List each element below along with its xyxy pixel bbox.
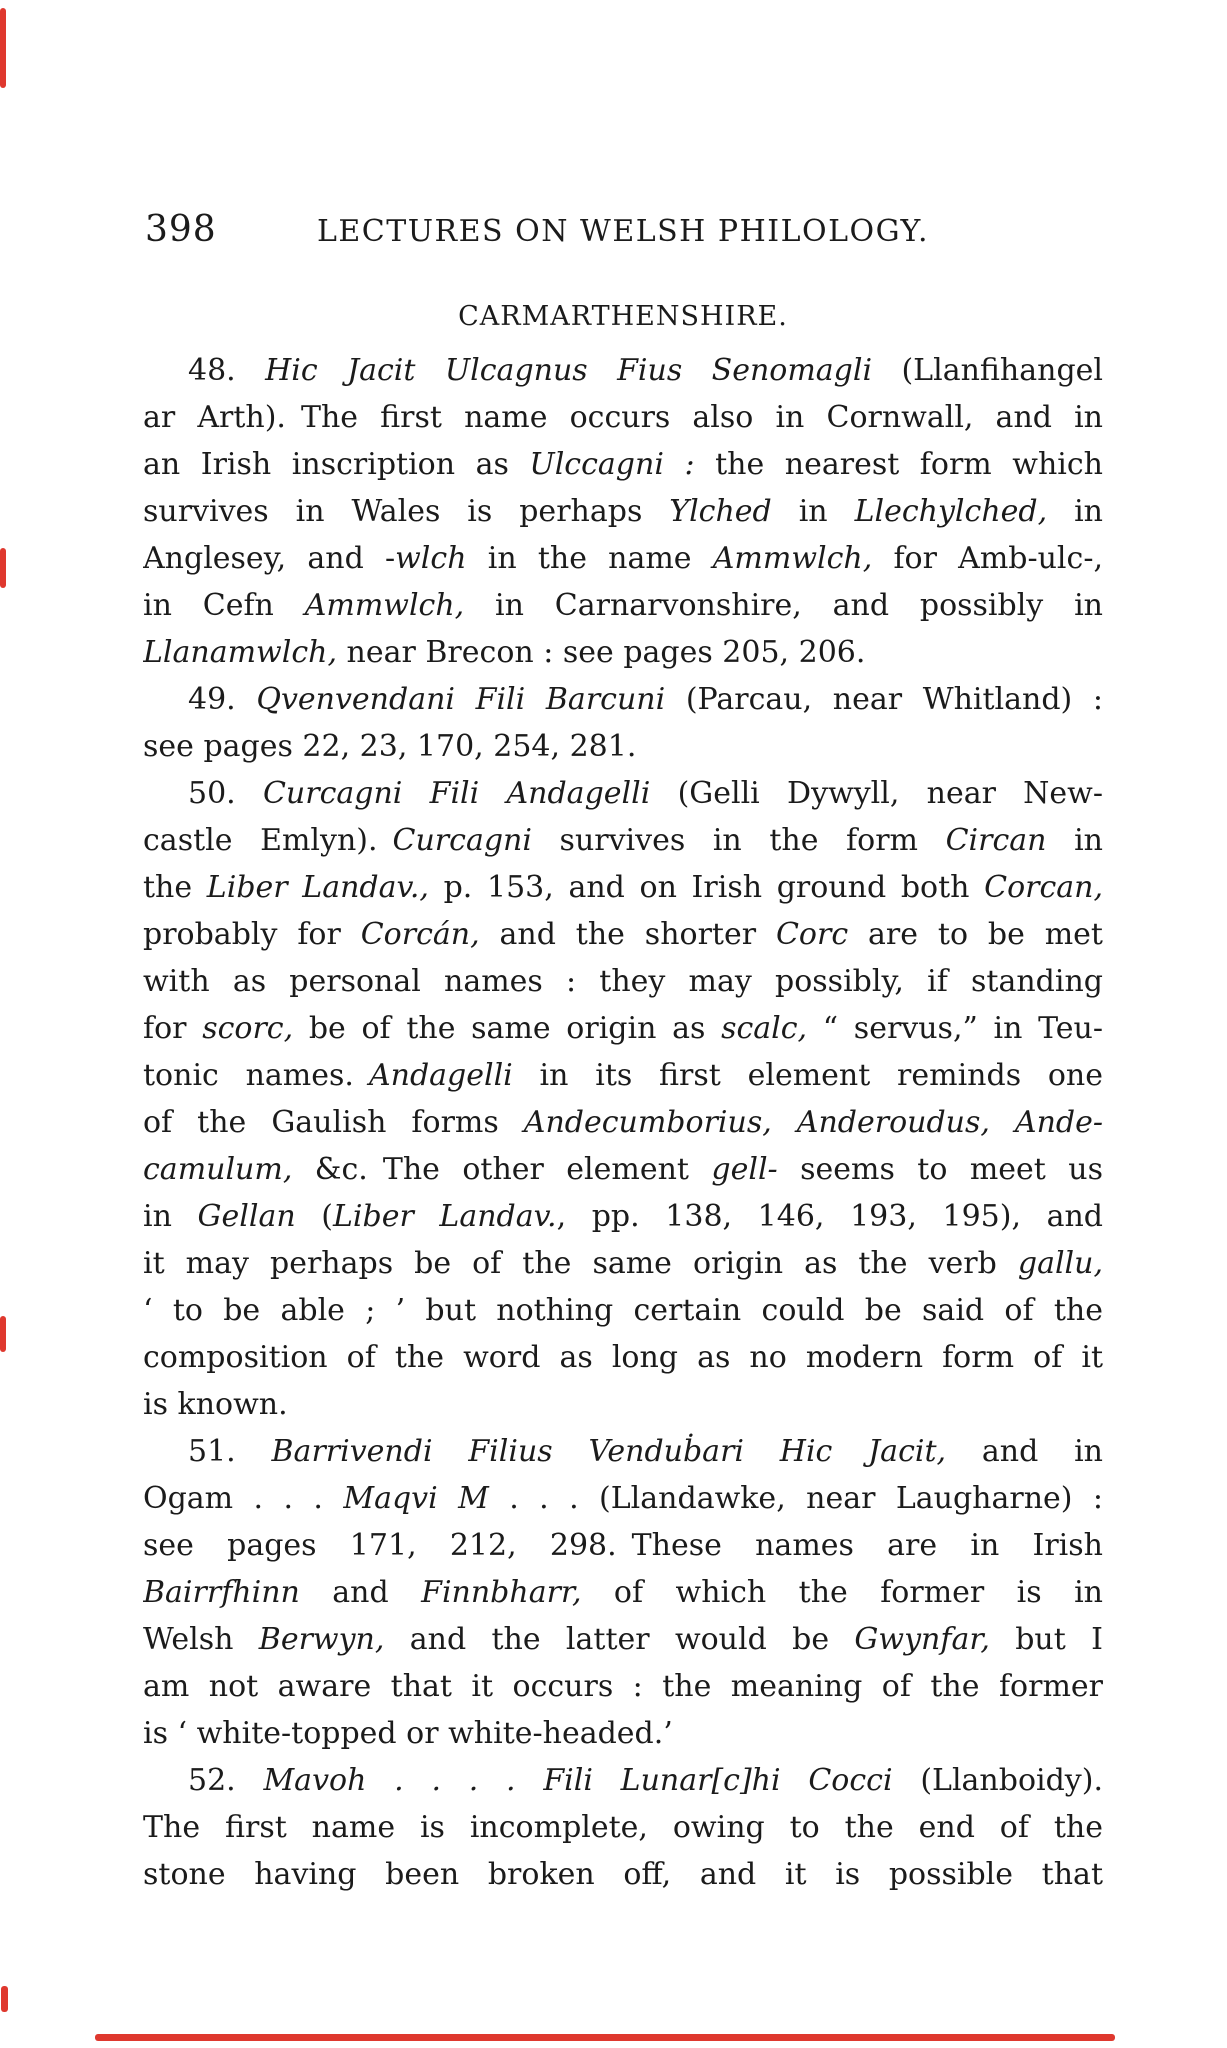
roman-text: are to be met: [848, 917, 1103, 952]
text-line: [143, 676, 1103, 723]
roman-text: 50.: [188, 776, 263, 811]
italic-text: Berwyn,: [258, 1622, 385, 1657]
roman-text: survives in the form: [531, 823, 946, 858]
text-line: [143, 1334, 1103, 1381]
text-line: [143, 1804, 1103, 1851]
roman-text: be of the same origin as: [293, 1011, 722, 1046]
italic-text: Corc: [775, 917, 849, 952]
text-line: [143, 1005, 1103, 1052]
text-line: [143, 1381, 1103, 1428]
italic-text: Andecumborius, Anderoudus, Ande-: [523, 1105, 1103, 1140]
red-scan-mark: [0, 8, 6, 88]
body-text: [143, 347, 1103, 1898]
italic-text: Ammwlch,: [712, 541, 873, 576]
roman-text: with as personal names : they may possibly, if standing: [143, 964, 1103, 999]
italic-text: Liber Landav.,: [206, 870, 429, 905]
roman-text: 52.: [188, 1763, 264, 1798]
roman-text: stone having been broken off, and it is possible that: [143, 1857, 1103, 1892]
italic-text: Llanamwlch,: [143, 635, 337, 670]
italic-text: wlch: [395, 541, 467, 576]
roman-text: composition of the word as long as no modern form of it: [143, 1340, 1103, 1375]
italic-text: scalc,: [721, 1011, 808, 1046]
italic-text: Corcan,: [984, 870, 1103, 905]
italic-text: Llechylched,: [854, 494, 1048, 529]
roman-text: for Amb-ulc-,: [872, 541, 1103, 576]
italic-text: Curcagni: [392, 823, 532, 858]
italic-text: camulum,: [143, 1152, 293, 1187]
roman-text: in Cefn: [143, 588, 305, 623]
italic-text: Finnbharr,: [421, 1575, 582, 1610]
roman-text: it may perhaps be of the same origin as the verb: [143, 1246, 1018, 1281]
roman-text: but I: [989, 1622, 1103, 1657]
roman-text: (Parcau, near Whitland) :: [665, 682, 1103, 717]
italic-text: Liber Landav.: [332, 1199, 557, 1234]
running-title: LECTURES ON WELSH PHILOLOGY.: [316, 214, 930, 249]
roman-text: probably for: [143, 917, 361, 952]
roman-text: tonic names.: [143, 1058, 369, 1093]
roman-text: in the name: [466, 541, 713, 576]
italic-text: Maqvi M: [343, 1481, 489, 1516]
text-line: [143, 958, 1103, 1005]
italic-text: Mavoh . . . . Fili Lunar[c]hi Cocci: [263, 1763, 893, 1798]
italic-text: Barrivendi Filius Venduḃari Hic Jacit,: [271, 1434, 947, 1469]
roman-text: the: [143, 870, 207, 905]
roman-text: am not aware that it occurs : the meaning of the former: [143, 1669, 1103, 1704]
roman-text: and: [299, 1575, 422, 1610]
roman-text: seems to meet us: [777, 1152, 1103, 1187]
italic-text: Ylched: [669, 494, 772, 529]
roman-text: an Irish inscription as: [143, 447, 530, 482]
text-line: [143, 1851, 1103, 1898]
roman-text: is ‘ white-topped or white-headed.’: [143, 1716, 673, 1751]
roman-text: see pages 171, 212, 298. These names are in Irish: [143, 1528, 1103, 1563]
roman-text: (Llanfihangel: [872, 353, 1103, 388]
italic-text: Andagelli: [368, 1058, 513, 1093]
italic-text: Circan: [945, 823, 1047, 858]
italic-text: Gwynfar,: [854, 1622, 990, 1657]
roman-text: in its first element reminds one: [512, 1058, 1103, 1093]
roman-text: in: [1046, 823, 1103, 858]
roman-text: Anglesey, and -: [143, 541, 396, 576]
italic-text: Curcagni Fili Andagelli: [262, 776, 651, 811]
italic-text: Ammwlch,: [304, 588, 465, 623]
italic-text: Gellan: [197, 1199, 296, 1234]
text-line: [143, 1616, 1103, 1663]
text-line: [143, 817, 1103, 864]
red-scan-mark: [95, 2034, 1115, 2041]
text-line: [143, 1569, 1103, 1616]
roman-text: Welsh: [143, 1622, 259, 1657]
roman-text: in: [143, 1199, 198, 1234]
roman-text: 48.: [188, 353, 266, 388]
text-line: [143, 629, 1103, 676]
roman-text: near Brecon : see pages 205, 206.: [337, 635, 866, 670]
italic-text: Hic Jacit Ulcagnus Fius Senomagli: [265, 353, 873, 388]
text-line: [143, 582, 1103, 629]
section-heading: CARMARTHENSHIRE.: [458, 301, 788, 332]
italic-text: Ulccagni :: [529, 447, 695, 482]
text-line: [143, 347, 1103, 394]
roman-text: “ servus,” in Teu-: [807, 1011, 1103, 1046]
roman-text: . . . (Llandawke, near Laugharne) :: [488, 1481, 1103, 1516]
text-line: [143, 1240, 1103, 1287]
roman-text: p. 153, and on Irish ground both: [428, 870, 985, 905]
roman-text: castle Emlyn).: [143, 823, 393, 858]
roman-text: the nearest form which: [694, 447, 1103, 482]
text-line: [143, 1193, 1103, 1240]
page-header: [143, 208, 1103, 252]
text-line: [143, 535, 1103, 582]
red-scan-mark: [1, 1986, 8, 2012]
roman-text: Ogam . . .: [143, 1481, 344, 1516]
roman-text: (Gelli Dywyll, near New-: [650, 776, 1103, 811]
text-line: [143, 1052, 1103, 1099]
italic-text: gallu,: [1017, 1246, 1103, 1281]
roman-text: in: [1047, 494, 1103, 529]
roman-text: 51.: [188, 1434, 272, 1469]
text-line: [143, 864, 1103, 911]
text-line: [143, 911, 1103, 958]
text-line: [143, 488, 1103, 535]
red-scan-mark: [0, 548, 6, 588]
italic-text: Corcán,: [360, 917, 480, 952]
roman-text: and the latter would be: [384, 1622, 855, 1657]
text-line: [143, 770, 1103, 817]
roman-text: (Llanboidy).: [892, 1763, 1103, 1798]
roman-text: The first name is incomplete, owing to the end of the: [143, 1810, 1103, 1845]
page-number: 398: [145, 209, 217, 250]
red-scan-mark: [0, 1316, 6, 1352]
text-line: [143, 1475, 1103, 1522]
text-line: [143, 1287, 1103, 1334]
roman-text: in Carnarvonshire, and possibly in: [464, 588, 1103, 623]
italic-text: scorc,: [202, 1011, 294, 1046]
text-line: [143, 441, 1103, 488]
text-line: [143, 1663, 1103, 1710]
roman-text: and in: [946, 1434, 1103, 1469]
roman-text: of which the former is in: [581, 1575, 1103, 1610]
roman-text: (: [295, 1199, 333, 1234]
roman-text: survives in Wales is perhaps: [143, 494, 670, 529]
text-line: [143, 723, 1103, 770]
text-line: [143, 1710, 1103, 1757]
italic-text: gell-: [711, 1152, 778, 1187]
text-line: [143, 1099, 1103, 1146]
text-line: [143, 394, 1103, 441]
roman-text: ‘ to be able ; ’ but nothing certain could be said of the: [143, 1293, 1103, 1328]
roman-text: ar Arth). The first name occurs also in Cornwall, and in: [143, 400, 1103, 435]
italic-text: Bairrfhinn: [143, 1575, 300, 1610]
text-line: [143, 1757, 1103, 1804]
roman-text: , pp. 138, 146, 193, 195), and: [556, 1199, 1103, 1234]
roman-text: for: [143, 1011, 203, 1046]
roman-text: see pages 22, 23, 170, 254, 281.: [143, 729, 637, 764]
roman-text: 49.: [188, 682, 257, 717]
italic-text: Qvenvendani Fili Barcuni: [256, 682, 666, 717]
text-line: [143, 1522, 1103, 1569]
roman-text: and the shorter: [479, 917, 776, 952]
roman-text: &c. The other element: [292, 1152, 712, 1187]
roman-text: is known.: [143, 1387, 288, 1422]
text-line: [143, 1146, 1103, 1193]
text-line: [143, 1428, 1103, 1475]
roman-text: in: [771, 494, 855, 529]
roman-text: of the Gaulish forms: [143, 1105, 524, 1140]
